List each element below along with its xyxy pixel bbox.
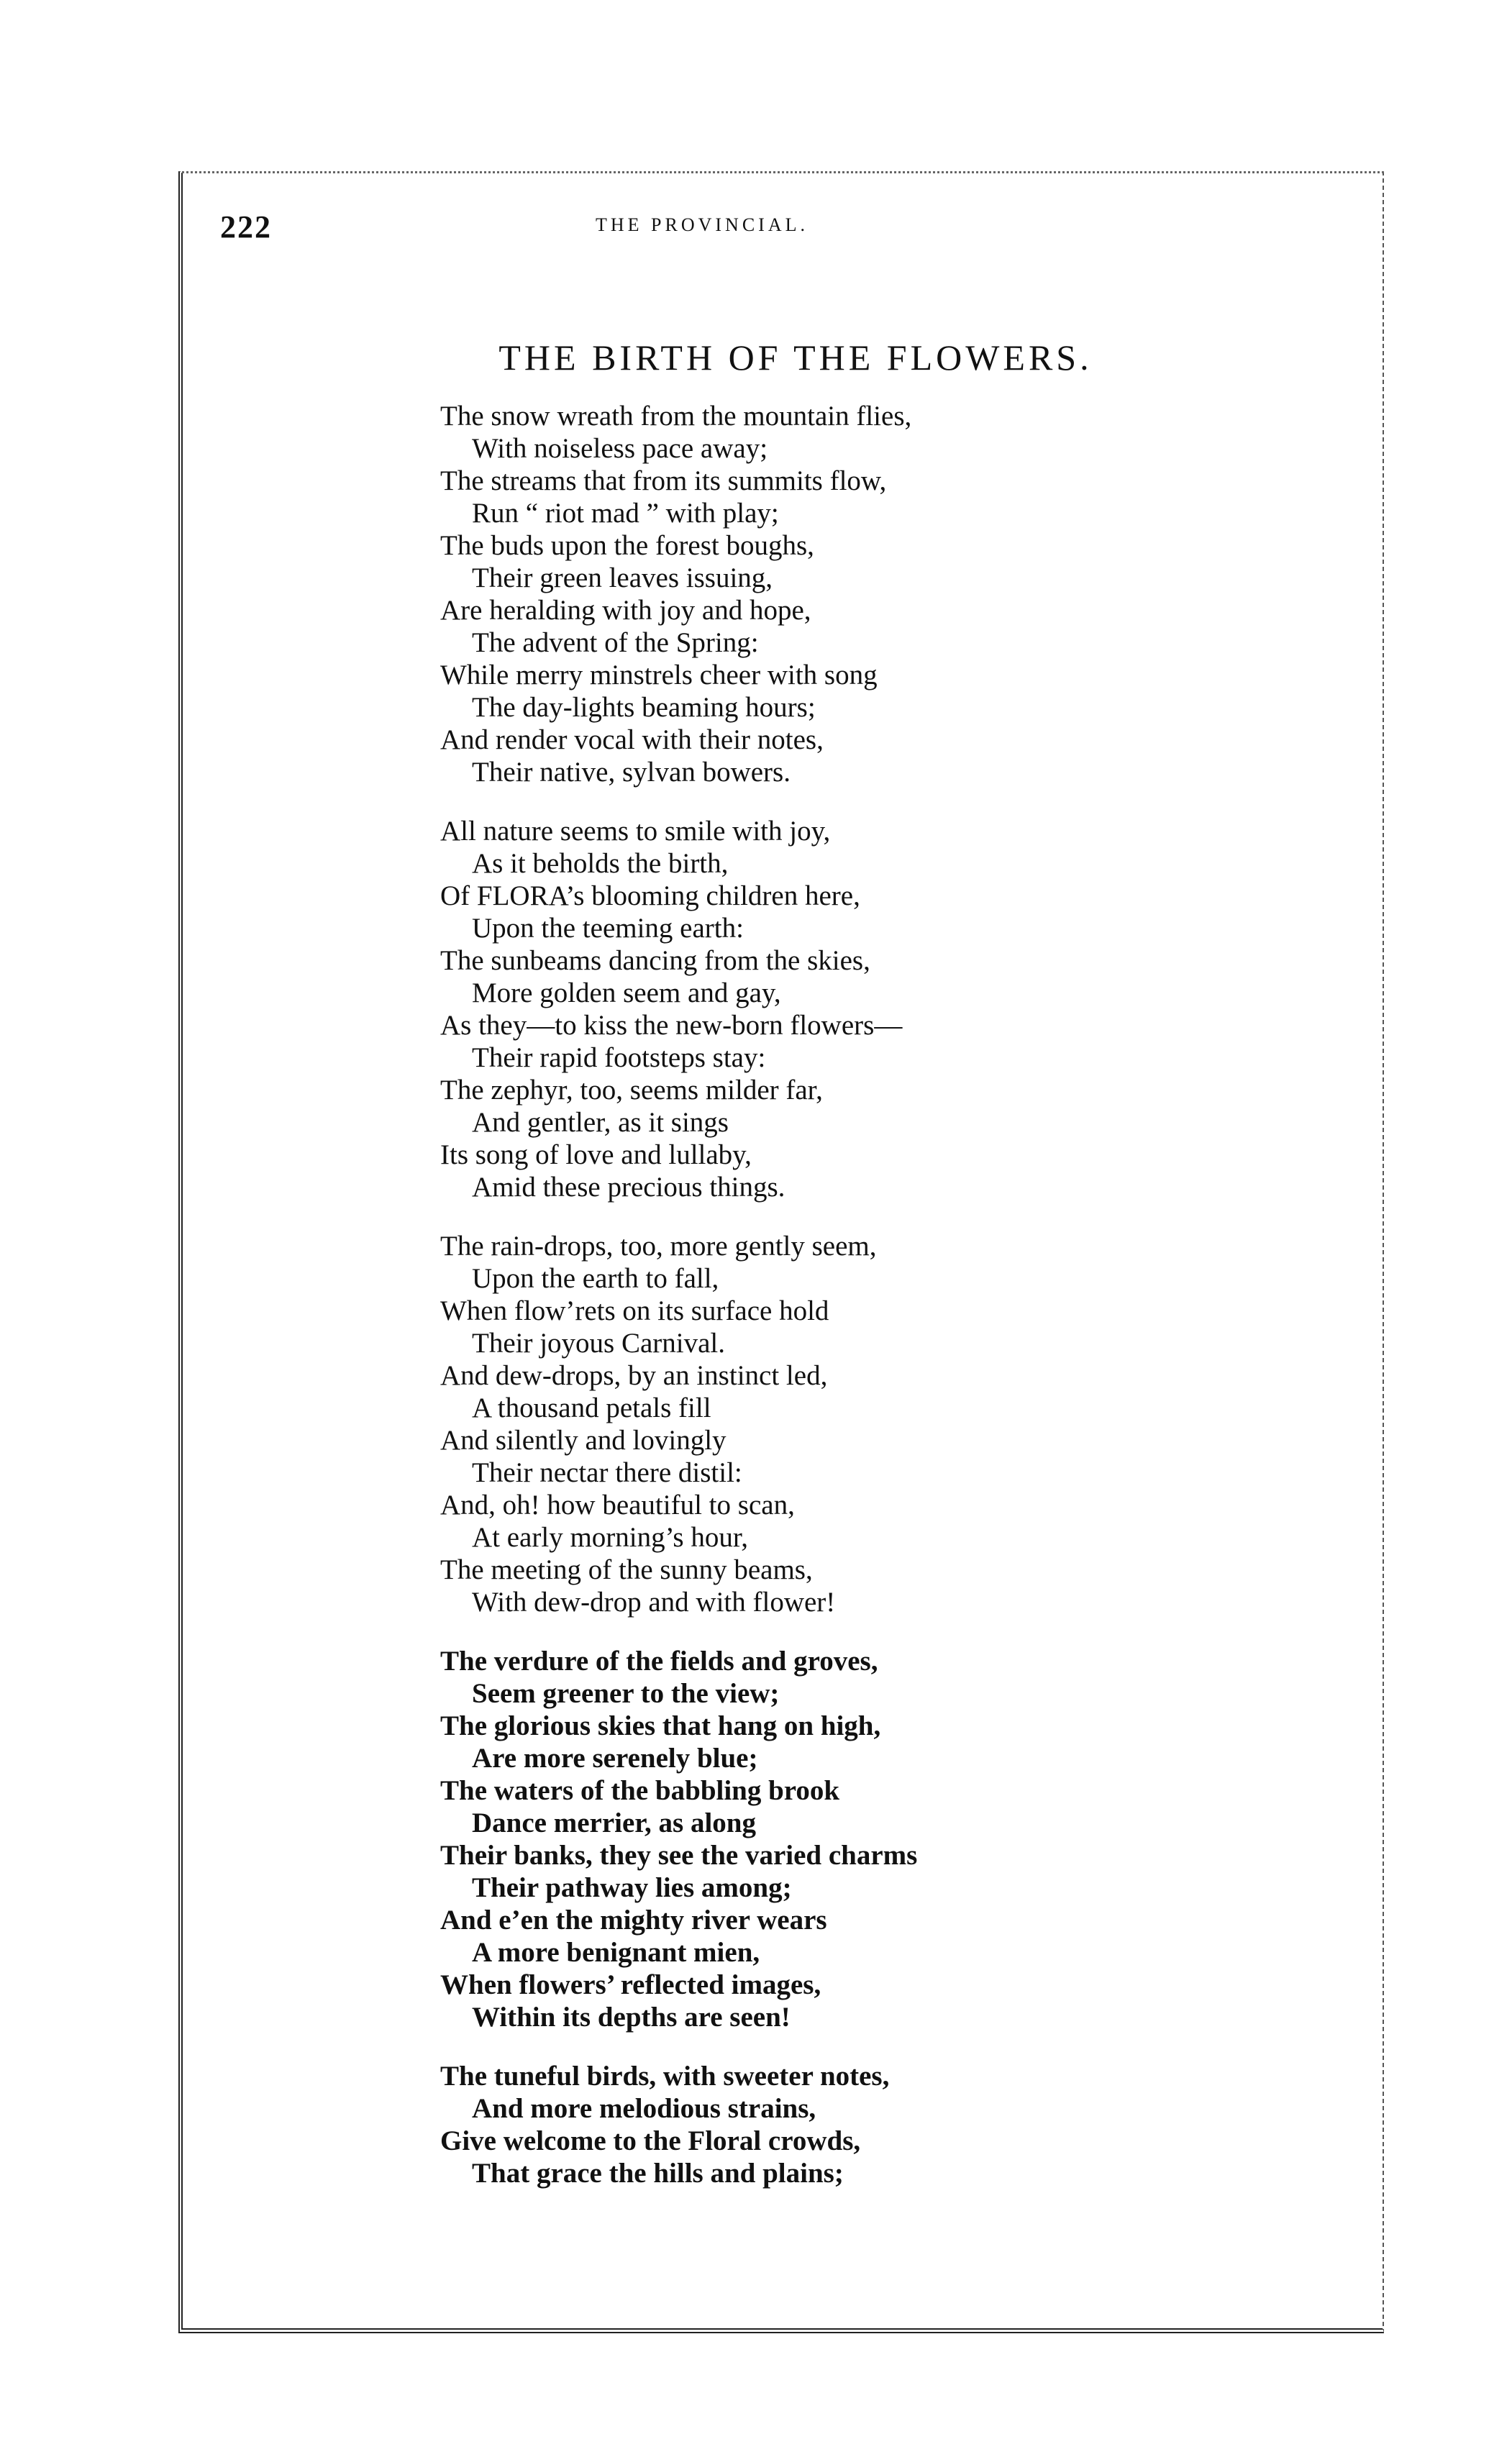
poem-line: The verdure of the fields and groves, (440, 1646, 878, 1677)
poem-line: The snow wreath from the mountain flies, (440, 401, 912, 432)
poem-line: When flow’rets on its surface hold (440, 1295, 829, 1326)
poem-line: At early morning’s hour, (472, 1522, 749, 1553)
stanza (440, 400, 1231, 788)
poem-line: Their joyous Carnival. (472, 1328, 726, 1359)
poem-line: The sunbeams dancing from the skies, (440, 945, 870, 976)
poem-line: The rain-drops, too, more gently seem, (440, 1231, 877, 1262)
page-header (220, 209, 1371, 252)
poem-line: With dew-drop and with flower! (472, 1587, 836, 1618)
poem-line: The buds upon the forest boughs, (440, 530, 814, 561)
poem-line: That grace the hills and plains; (472, 2158, 844, 2189)
poem-line: The tuneful birds, with sweeter notes, (440, 2061, 890, 2092)
poem-line: And e’en the mighty river wears (440, 1905, 827, 1936)
poem-line: Amid these precious things. (472, 1172, 785, 1203)
poem-line: Of FLORA’s blooming children here, (440, 880, 860, 911)
poem-line: The waters of the babbling brook (440, 1775, 840, 1806)
poem-line: Their nectar there distil: (472, 1457, 742, 1488)
poem-line: And dew-drops, by an instinct led, (440, 1360, 828, 1391)
poem-line: Give welcome to the Floral crowds, (440, 2125, 861, 2156)
page-number: 222 (220, 209, 272, 245)
poem-line: Dance merrier, as along (472, 1808, 756, 1838)
poem-line: Upon the teeming earth: (472, 913, 744, 944)
poem-line: Their native, sylvan bowers. (472, 757, 791, 788)
poem-line: And more melodious strains, (472, 2093, 816, 2124)
poem-line: A thousand petals fill (472, 1392, 711, 1423)
poem-line: The zephyr, too, seems milder far, (440, 1075, 823, 1106)
poem-line: The meeting of the sunny beams, (440, 1554, 813, 1585)
poem-line: Seem greener to the view; (472, 1678, 780, 1709)
stanza (440, 815, 1231, 1203)
stanza (440, 2060, 1231, 2189)
poem-line: As they—to kiss the new-born flowers— (440, 1010, 903, 1041)
poem-line: The day-lights beaming hours; (472, 692, 816, 723)
poem-line: And, oh! how beautiful to scan, (440, 1490, 795, 1521)
poem-line: More golden seem and gay, (472, 977, 781, 1008)
poem-line: Are more serenely blue; (472, 1743, 758, 1774)
poem-line: All nature seems to smile with joy, (440, 816, 831, 847)
poem-line: Their pathway lies among; (472, 1872, 792, 1903)
poem-line: Its song of love and lullaby, (440, 1139, 752, 1170)
poem-title: THE BIRTH OF THE FLOWERS. (498, 337, 1093, 378)
poem-line: Their banks, they see the varied charms (440, 1840, 918, 1871)
poem-line: Upon the earth to fall, (472, 1263, 719, 1294)
stanza (440, 1230, 1231, 1618)
poem-line: When flowers’ reflected images, (440, 1969, 821, 2000)
poem-line: And gentler, as it sings (472, 1107, 729, 1138)
poem-line: The glorious skies that hang on high, (440, 1710, 881, 1741)
poem-line: As it beholds the birth, (472, 848, 729, 879)
poem-line: Are heralding with joy and hope, (440, 595, 811, 626)
poem-line: And silently and lovingly (440, 1425, 727, 1456)
poem-line: Their rapid footsteps stay: (472, 1042, 766, 1073)
poem-line: With noiseless pace away; (472, 433, 768, 464)
poem-body (440, 400, 1231, 2216)
poem-line: Run “ riot mad ” with play; (472, 498, 779, 529)
poem-line: The streams that from its summits flow, (440, 465, 887, 496)
poem-line: The advent of the Spring: (472, 627, 759, 658)
running-title: THE PROVINCIAL. (596, 214, 809, 235)
poem-line: A more benignant mien, (472, 1937, 760, 1968)
poem-line: Within its depths are seen! (472, 2002, 791, 2033)
poem-line: And render vocal with their notes, (440, 724, 824, 755)
stanza (440, 1645, 1231, 2033)
poem-line: Their green leaves issuing, (472, 562, 773, 593)
poem-line: While merry minstrels cheer with song (440, 660, 878, 690)
